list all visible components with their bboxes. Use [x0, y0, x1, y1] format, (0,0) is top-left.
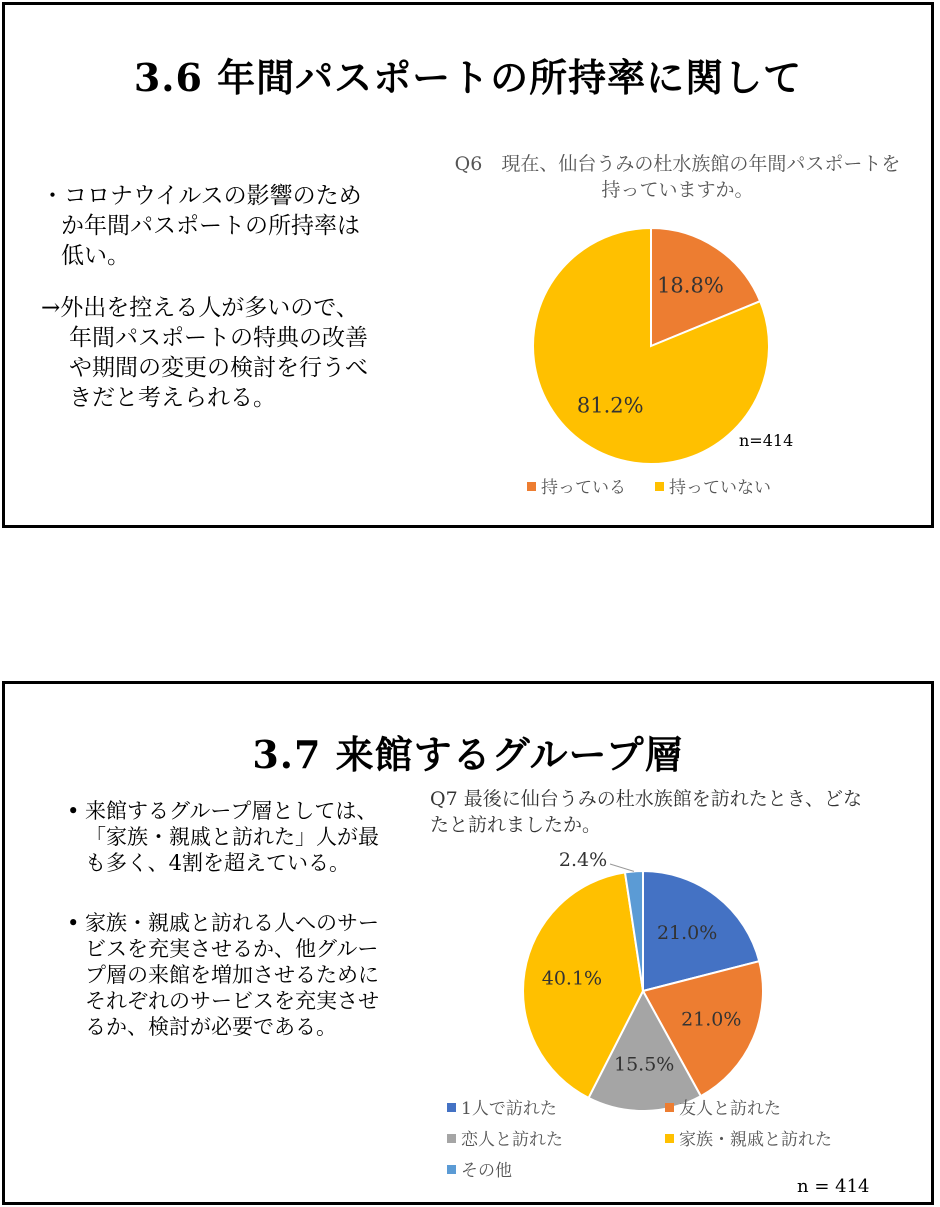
legend-entry — [665, 1094, 781, 1119]
bullet-item: ・コロナウイルスの影響のためか年間パスポートの所持率は低い。 — [41, 183, 362, 269]
legend-entry — [665, 1125, 832, 1150]
legend-entry — [447, 1094, 557, 1119]
slide-visiting-group — [2, 681, 934, 1205]
data-label: 21.0% — [656, 922, 718, 945]
bullet-dot: • — [67, 911, 80, 935]
legend-swatch — [655, 482, 664, 491]
legend-entry — [527, 473, 626, 498]
data-label: 40.1% — [541, 967, 603, 990]
legend-label: 恋人と訪れた — [461, 1130, 563, 1150]
legend-label: 友人と訪れた — [679, 1099, 781, 1119]
data-label: 21.0% — [681, 1008, 742, 1031]
legend-swatch — [447, 1103, 456, 1112]
sample-size-label: n=414 — [739, 431, 794, 450]
legend-swatch — [447, 1165, 456, 1174]
legend-swatch — [665, 1103, 674, 1112]
data-label: 18.8% — [657, 273, 724, 298]
legend-label: その他 — [461, 1161, 512, 1181]
data-label: 2.4% — [558, 849, 608, 871]
bullet-dot: • — [67, 799, 80, 823]
slide-title: 3.6 年間パスポートの所持率に関して — [133, 55, 803, 100]
legend-label: 1人で訪れた — [461, 1099, 557, 1119]
legend-swatch — [527, 482, 536, 491]
slide-annual-passport — [2, 2, 934, 528]
bullet-text: 来館するグループ層としては、「家族・親戚と訪れた」人が最も多く、4割を超えている。 — [85, 799, 379, 875]
legend-swatch — [665, 1134, 674, 1143]
legend-swatch — [447, 1134, 456, 1143]
legend-label: 家族・親戚と訪れた — [679, 1130, 832, 1150]
legend-entry — [655, 473, 771, 498]
data-label: 15.5% — [613, 1053, 675, 1076]
legend-entry — [447, 1156, 512, 1181]
slide-title: 3.7 来館するグループ層 — [252, 732, 684, 777]
legend-entry — [447, 1125, 563, 1150]
legend-label: 持っていない — [669, 478, 771, 498]
bullet-text: 家族・親戚と訪れる人へのサービスを充実させるか、他グループ層の来館を増加させるためにそれぞれのサービスを充実させるか、検討が必要である。 — [85, 911, 379, 1039]
leader-line — [610, 864, 634, 871]
data-label: 81.2% — [576, 393, 644, 418]
bullet-item: →外出を控える人が多いので、年間パスポートの特典の改善や期間の変更の検討を行うべきだと考えられる。 — [41, 295, 368, 411]
legend-label: 持っている — [541, 478, 626, 498]
chart-title: Q6 現在、仙台うみの杜水族館の年間パスポートを持っていますか。 — [454, 153, 901, 201]
sample-size-label: n = 414 — [797, 1176, 870, 1197]
chart-title: Q7 最後に仙台うみの杜水族館を訪れたとき、どなたと訪れましたか。 — [430, 788, 862, 836]
